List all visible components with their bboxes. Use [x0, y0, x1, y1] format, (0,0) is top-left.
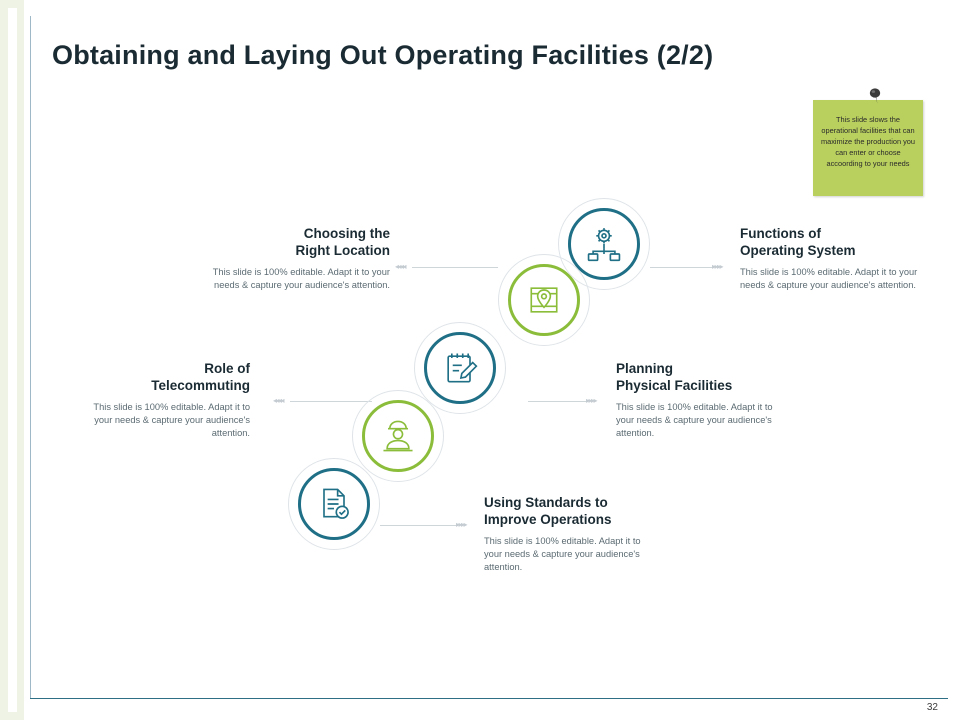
heading-line-1: Functions of [740, 226, 821, 241]
sticky-note-text: This slide slows the operational facilities that can maximize the production you can enter or choose accoording to your needs [820, 115, 916, 168]
page-title: Obtaining and Laying Out Operating Facilities (2/2) [52, 40, 714, 70]
connector-line-1 [412, 267, 498, 268]
connector-arrow-right-4: ▸▸▸▸ [586, 396, 597, 405]
body-functions-of-operating-system: This slide is 100% editable. Adapt it to your needs & capture your audience's attention. [740, 267, 918, 290]
map-pin-icon [524, 280, 564, 320]
heading-using-standards-to-improve-operations [484, 494, 704, 528]
connector-arrow-right-5: ▸▸▸▸ [456, 520, 467, 529]
gear-network-icon [584, 224, 624, 264]
node-planning-physical-facilities[interactable] [424, 332, 496, 404]
body-using-standards-to-improve-operations: This slide is 100% editable. Adapt it to your needs & capture your audience's attention. [484, 536, 641, 572]
connector-line-3 [290, 401, 372, 402]
left-vertical-rule [30, 16, 31, 698]
heading-role-of-telecommuting [70, 360, 250, 394]
heading-choosing-the-right-location [190, 225, 390, 259]
heading-functions-of-operating-system [740, 225, 940, 259]
sticky-note [813, 100, 923, 196]
notepad-pencil-icon [440, 348, 480, 388]
bottom-horizontal-rule [30, 698, 948, 699]
heading-line-2: Physical Facilities [616, 378, 733, 393]
body-role-of-telecommuting: This slide is 100% editable. Adapt it to your needs & capture your audience's attention. [93, 402, 250, 438]
heading-line-1: Using Standards to [484, 495, 608, 510]
connector-arrow-left-3: ◂◂◂◂ [273, 396, 284, 405]
connector-arrow-right-2: ▸▸▸▸ [712, 262, 723, 271]
connector-line-5 [380, 525, 458, 526]
heading-line-2: Telecommuting [151, 378, 250, 393]
pushpin-icon [868, 88, 882, 104]
heading-line-2: Right Location [295, 243, 390, 258]
heading-line-2: Operating System [740, 243, 856, 258]
heading-line-2: Improve Operations [484, 512, 612, 527]
heading-line-1: Planning [616, 361, 673, 376]
left-decorative-band [0, 0, 24, 720]
connector-line-2 [650, 267, 714, 268]
heading-line-1: Role of [204, 361, 250, 376]
body-choosing-the-right-location: This slide is 100% editable. Adapt it to your needs & capture your audience's attention. [212, 267, 390, 290]
body-planning-physical-facilities: This slide is 100% editable. Adapt it to your needs & capture your audience's attention. [616, 402, 773, 438]
worker-person-icon [378, 416, 418, 456]
connector-arrow-left-1: ◂◂◂◂ [395, 262, 406, 271]
heading-line-1: Choosing the [303, 226, 390, 241]
connector-line-4 [528, 401, 588, 402]
document-check-icon [314, 484, 354, 524]
heading-planning-physical-facilities [616, 360, 816, 394]
page-number: 32 [926, 702, 938, 713]
node-choosing-the-right-location[interactable] [508, 264, 580, 336]
node-functions-of-operating-system[interactable] [568, 208, 640, 280]
left-band-inner-stripe [8, 8, 17, 712]
node-role-of-telecommuting[interactable] [362, 400, 434, 472]
node-using-standards-to-improve-operations[interactable] [298, 468, 370, 540]
